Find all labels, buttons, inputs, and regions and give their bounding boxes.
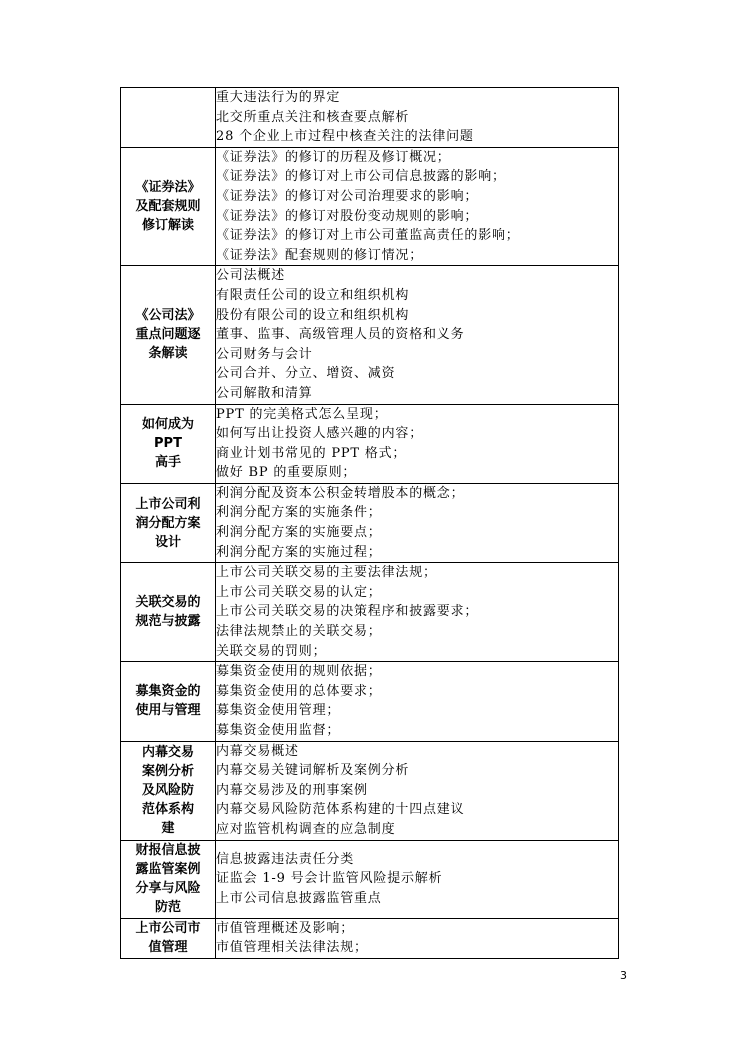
content-line: 募集资金使用的总体要求；	[216, 683, 382, 699]
content-cell	[216, 404, 619, 483]
content-line: 内幕交易概述	[216, 743, 299, 759]
content-line: 上市公司关联交易的主要法律法规；	[216, 565, 437, 581]
topic-cell	[121, 147, 216, 266]
table-row	[121, 741, 619, 840]
content-line: 募集资金使用的规则依据；	[216, 664, 382, 680]
content-line: 利润分配方案的实施要点；	[216, 525, 382, 541]
course-table	[120, 87, 619, 959]
table-row	[121, 147, 619, 266]
content-line: 有限责任公司的设立和组织机构	[216, 287, 410, 303]
content-line: 《证券法》配套规则的修订情况；	[216, 247, 424, 263]
table-row	[121, 840, 619, 918]
content-cell	[216, 918, 619, 958]
content-line: 公司解散和清算	[216, 385, 313, 401]
content-line: 利润分配方案的实施条件；	[216, 505, 382, 521]
topic-label: 《公司法》 重点问题逐 条解读	[135, 308, 201, 362]
content-line: 公司合并、分立、增资、减资	[216, 366, 396, 382]
content-line: 内幕交易风险防范体系构建的十四点建议	[216, 802, 465, 818]
topic-cell	[121, 662, 216, 741]
content-line: 做好 BP 的重要原则；	[216, 465, 357, 481]
content-line: 募集资金使用管理；	[216, 703, 341, 719]
content-line: 利润分配方案的实施过程；	[216, 544, 382, 560]
topic-label: 关联交易的 规范与披露	[135, 595, 201, 630]
topic-cell	[121, 266, 216, 404]
content-line: 利润分配及资本公积金转增股本的概念；	[216, 485, 465, 501]
topic-label: 内幕交易 案例分析 及风险防 范体系构 建	[141, 745, 194, 837]
content-line: 信息披露违法责任分类	[216, 851, 355, 867]
course-table-body	[121, 88, 619, 959]
content-line: 公司法概述	[216, 268, 286, 284]
content-line: 股份有限公司的设立和组织机构	[216, 307, 410, 323]
table-row	[121, 404, 619, 483]
table-row	[121, 88, 619, 148]
content-line: 法律法规禁止的关联交易；	[216, 624, 382, 640]
topic-cell	[121, 741, 216, 840]
content-line: 内幕交易关键词解析及案例分析	[216, 763, 410, 779]
content-line: 《证券法》的修订对股份变动规则的影响；	[216, 208, 479, 224]
content-cell	[216, 840, 619, 918]
content-cell	[216, 88, 619, 148]
table-row	[121, 266, 619, 404]
content-line: PPT 的完美格式怎么呈现；	[216, 406, 388, 422]
content-cell	[216, 741, 619, 840]
content-line: 如何写出让投资人感兴趣的内容；	[216, 426, 424, 442]
topic-label: 财报信息披 露监管案例 分享与风险 防范	[135, 843, 201, 916]
content-line: 商业计划书常见的 PPT 格式；	[216, 445, 407, 461]
content-line: 上市公司信息披露监管重点	[216, 890, 382, 906]
topic-cell	[121, 918, 216, 958]
topic-label: 上市公司利 润分配方案 设计	[135, 496, 201, 550]
topic-label: 募集资金的 使用与管理	[135, 684, 201, 719]
content-line: 《证券法》的修订对上市公司董监高责任的影响；	[216, 228, 520, 244]
content-line: 市值管理概述及影响；	[216, 920, 355, 936]
content-line: 《证券法》的修订的历程及修订概况；	[216, 149, 451, 165]
topic-cell	[121, 483, 216, 562]
table-row	[121, 918, 619, 958]
topic-label: 《证券法》 及配套规则 修订解读	[135, 180, 201, 234]
table-row	[121, 662, 619, 741]
content-line: 市值管理相关法律法规；	[216, 940, 368, 956]
content-line: 上市公司关联交易的决策程序和披露要求；	[216, 604, 479, 620]
topic-cell	[121, 404, 216, 483]
content-line: 应对监管机构调查的应急制度	[216, 821, 396, 837]
topic-cell	[121, 88, 216, 148]
content-line: 28 个企业上市过程中核查关注的法律问题	[216, 129, 474, 145]
content-line: 董事、监事、高级管理人员的资格和义务	[216, 327, 465, 343]
content-line: 公司财务与会计	[216, 346, 313, 362]
content-line: 《证券法》的修订对上市公司信息披露的影响；	[216, 169, 506, 185]
topic-cell	[121, 840, 216, 918]
content-cell	[216, 563, 619, 662]
topic-label: 如何成为 PPT 高手	[141, 417, 194, 471]
content-line: 北交所重点关注和核查要点解析	[216, 109, 410, 125]
content-line: 关联交易的罚则；	[216, 643, 327, 659]
content-cell	[216, 483, 619, 562]
topic-label: 上市公司市 值管理	[135, 921, 201, 956]
topic-cell	[121, 563, 216, 662]
table-row	[121, 483, 619, 562]
content-line: 上市公司关联交易的认定；	[216, 584, 382, 600]
content-line: 内幕交易涉及的刑事案例	[216, 782, 368, 798]
content-line: 募集资金使用监督；	[216, 723, 341, 738]
content-line: 重大违法行为的界定	[216, 90, 341, 105]
content-line: 《证券法》的修订对公司治理要求的影响；	[216, 188, 479, 204]
content-line: 证监会 1-9 号会计监管风险提示解析	[216, 871, 443, 887]
table-row	[121, 563, 619, 662]
content-cell	[216, 266, 619, 404]
content-cell	[216, 662, 619, 741]
content-cell	[216, 147, 619, 266]
page-number: 3	[620, 969, 627, 982]
